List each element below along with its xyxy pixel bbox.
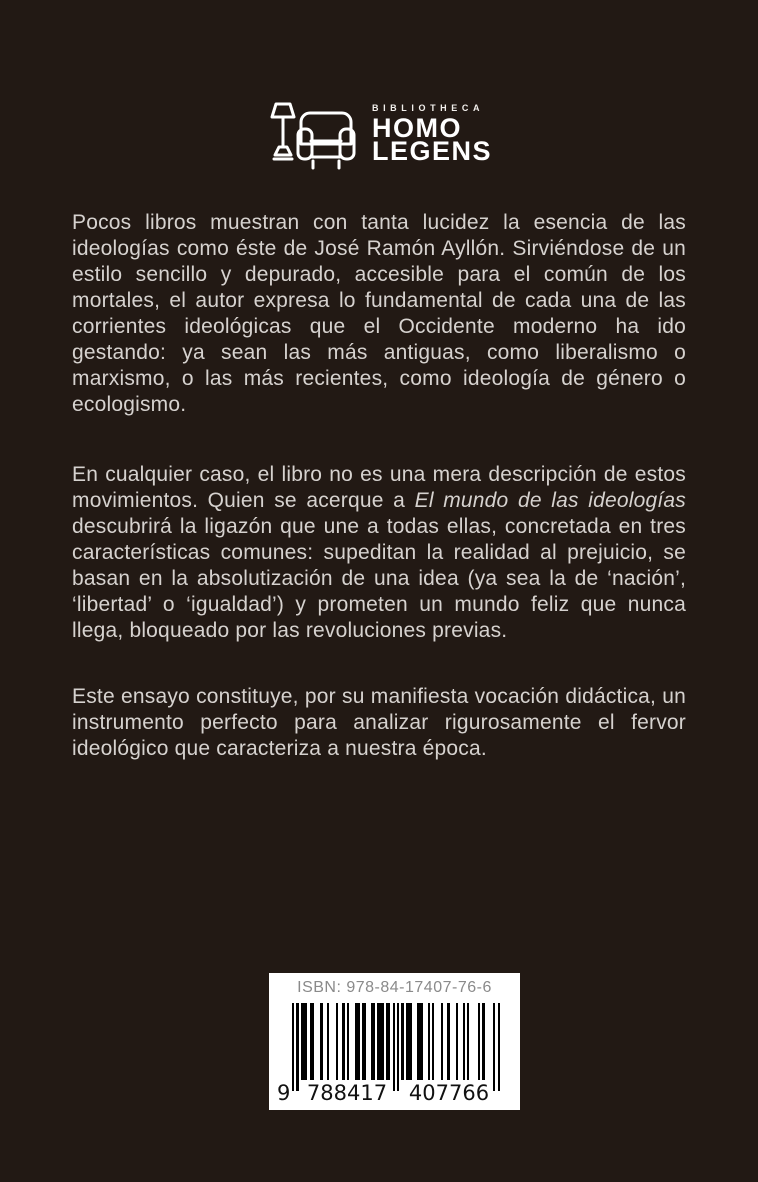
publisher-name (371, 101, 493, 166)
barcode-panel (269, 973, 520, 1110)
blurb-paragraph-1: Pocos libros muestran con tanta lucidez la esencia de las ideologías como éste de José Ramón Ayllón. Sirviéndose de un estilo sencillo y depurado, accesible para el común de los mortales, el autor expresa lo fundamental de cada una de las corrientes ideológicas que el Occidente moderno ha ido gestando: ya sean las más antiguas, como liberalismo o marxismo, o las más recientes, como ideología de género o ecologismo. (72, 211, 686, 416)
isbn-label: ISBN: 978-84-17407-76-6 (297, 979, 492, 996)
barcode-digits-right: 407766 (408, 1081, 490, 1105)
brand-homo: HOMO (371, 113, 462, 143)
barcode-digits-left: 788417 (306, 1081, 388, 1105)
brand-legens: LEGENS (371, 136, 493, 166)
blurb-paragraph-2-start: En cualquier caso, el libro no es una mera descripción de estos movimientos. Quien se acerque a (72, 463, 686, 512)
barcode-digit-prefix: 9 (277, 1081, 291, 1105)
brand-bibliotheca: BIBLIOTHECA (371, 103, 485, 113)
barcode-bars (292, 1003, 502, 1091)
publisher-logo (0, 101, 758, 176)
lamp-armchair-icon (266, 101, 362, 176)
book-title-italic: El mundo de las ideologías (414, 489, 687, 512)
blurb-paragraph-3: Este ensayo constituye, por su manifiesta vocación didáctica, un instrumento perfecto para analizar rigurosamente el fervor ideológico que caracteriza a nuestra época. (72, 685, 686, 760)
blurb-paragraph-2-end: descubrirá la ligazón que une a todas ellas, concretada en tres características comunes: supeditan la realidad al prejuicio, se basan en la absolutización de una idea (ya sea la de ‘nación’, ‘libertad’ o ‘igualdad’) y prometen un mundo feliz que nunca llega, bloqueado por las revoluciones previas. (72, 515, 686, 642)
blurb-paragraph-2 (72, 462, 686, 644)
